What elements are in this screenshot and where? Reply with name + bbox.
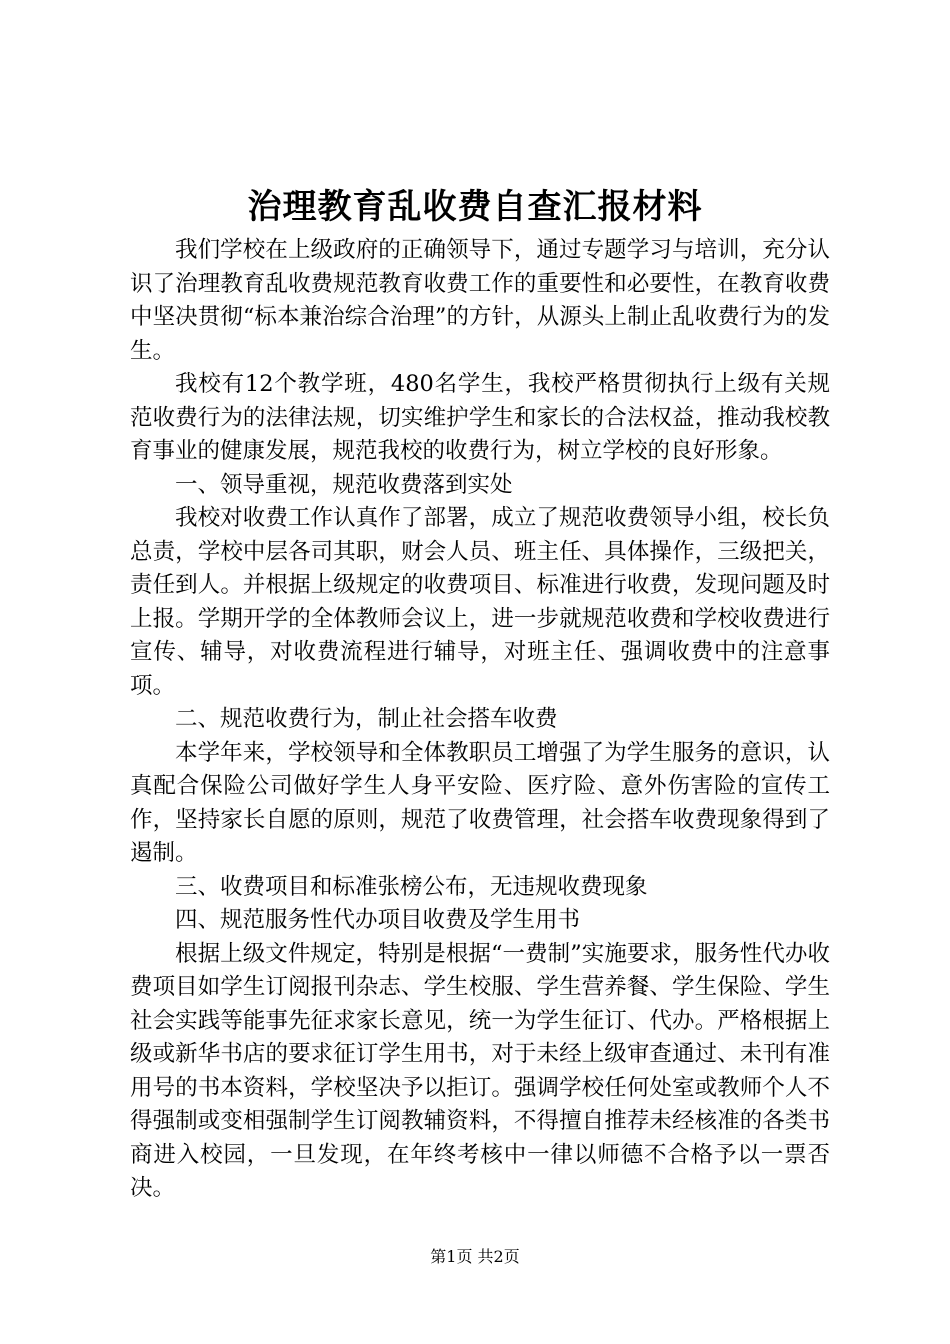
paragraph-section-4: 根据上级文件规定，特别是根据“一费制”实施要求，服务性代办收费项目如学生订阅报刊杂志、学生校服、学生营养餐、学生保险、学生社会实践等能事先征求家长意见，统一为学生征订、代办。严格根据上级或新华书店的要求征订学生用书，对于未经上级审查通过、未刊有准用号的书本资料，学校坚决予以拒订。强调学校任何处室或教师个人不得强制或变相强制学生订阅教辅资料，不得擅自推荐未经核准的各类书商进入校园，一旦发现，在年终考核中一律以师德不合格予以一票否决。 — [130, 940, 830, 1201]
document-body — [130, 234, 830, 1206]
section-heading-1: 一、领导重视，规范收费落到实处 — [175, 471, 513, 498]
section-heading-3: 三、收费项目和标准张榜公布，无违规收费现象 — [175, 873, 648, 900]
document-title: 治理教育乱收费自查汇报材料 — [247, 187, 703, 227]
page-footer: 第1页 共2页 — [430, 1247, 520, 1266]
paragraph-school-overview: 我校有12个教学班，480名学生，我校严格贯彻执行上级有关规范收费行为的法律法规，切实维护学生和家长的合法权益，推动我校教育事业的健康发展，规范我校的收费行为，树立学校的良好形象。 — [130, 371, 830, 464]
section-heading-2: 二、规范收费行为，制止社会搭车收费 — [175, 706, 558, 732]
paragraph-section-1: 我校对收费工作认真作了部署，成立了规范收费领导小组，校长负总责，学校中层各司其职，财会人员、班主任、具体操作，三级把关，责任到人。并根据上级规定的收费项目、标准进行收费，发现问题及时上报。学期开学的全体教师会议上，进一步就规范收费和学校收费进行宣传、辅导，对收费流程进行辅导，对班主任、强调收费中的注意事项。 — [130, 505, 830, 699]
paragraph-intro: 我们学校在上级政府的正确领导下，通过专题学习与培训，充分认识了治理教育乱收费规范教育收费工作的重要性和必要性，在教育收费中坚决贯彻“标本兼治综合治理”的方针，从源头上制止乱收费行为的发生。 — [130, 237, 830, 364]
paragraph-section-2: 本学年来，学校领导和全体教职员工增强了为学生服务的意识，认真配合保险公司做好学生人身平安险、医疗险、意外伤害险的宣传工作，坚持家长自愿的原则，规范了收费管理，社会搭车收费现象得到了遏制。 — [130, 739, 830, 866]
section-heading-4: 四、规范服务性代办项目收费及学生用书 — [175, 907, 581, 933]
